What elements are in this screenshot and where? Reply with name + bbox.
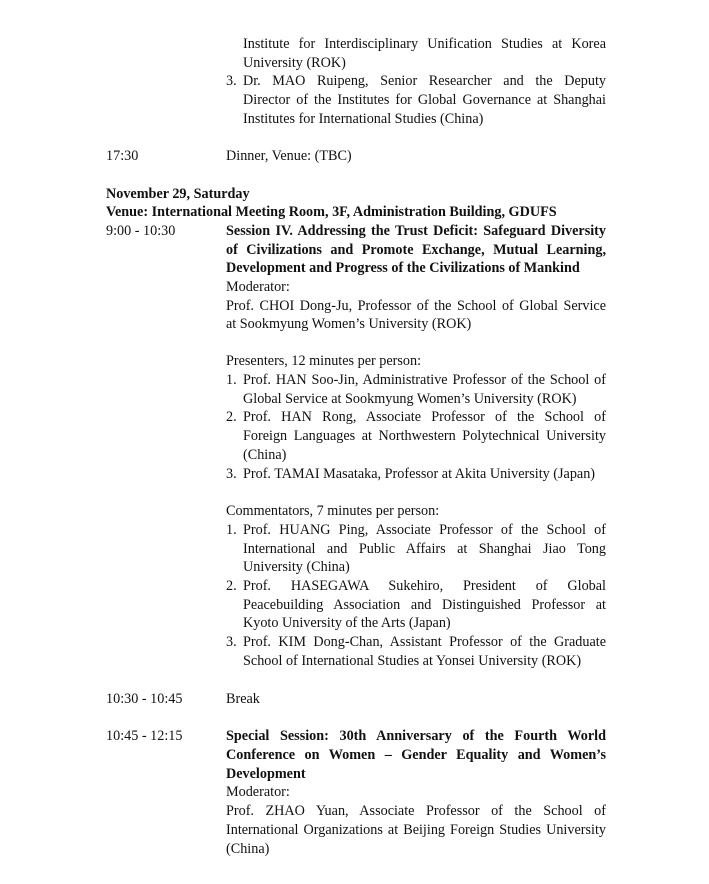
list-item-text: Prof. HAN Soo-Jin, Administrative Professor of the School of <box>243 372 606 388</box>
moderator-text: International Organizations at Beijing Foreign Studies University <box>226 822 606 838</box>
list-item-text: Prof. HAN Rong, Associate Professor of the School of <box>243 409 606 425</box>
schedule-time: 10:45 - 12:15 <box>106 728 183 744</box>
list-item-text: (China) <box>243 447 287 463</box>
moderator-text: Prof. ZHAO Yuan, Associate Professor of the School of <box>226 803 606 819</box>
list-item-text: Foreign Languages at Northwestern Polytechnical University <box>243 428 606 444</box>
list-number: 2. <box>226 409 237 425</box>
schedule-text: Dinner, Venue: (TBC) <box>226 148 352 164</box>
list-number: 1. <box>226 372 237 388</box>
moderator-text: (China) <box>226 841 270 857</box>
schedule-time: 9:00 - 10:30 <box>106 223 176 239</box>
list-item-text: Peacebuilding Association and Distinguished Professor at <box>243 597 606 613</box>
moderator-text: Prof. CHOI Dong-Ju, Professor of the School of Global Service <box>226 298 606 314</box>
list-number: 3. <box>226 73 237 89</box>
list-number: 3. <box>226 634 237 650</box>
schedule-text: Break <box>226 691 260 707</box>
venue-heading: Venue: International Meeting Room, 3F, Administration Building, GDUFS <box>106 204 557 220</box>
list-item-text: Institute for Interdisciplinary Unification Studies at Korea <box>243 36 606 52</box>
list-item-text: School of International Studies at Yonsei University (ROK) <box>243 653 582 669</box>
list-number: 2. <box>226 578 237 594</box>
moderator-text: at Sookmyung Women’s University (ROK) <box>226 316 472 332</box>
schedule-time: 17:30 <box>106 148 139 164</box>
list-number: 1. <box>226 522 237 538</box>
list-item-text: Prof. HUANG Ping, Associate Professor of the School of <box>243 522 606 538</box>
list-item-text: Director of the Institutes for Global Governance at Shanghai <box>243 92 606 108</box>
list-item-text: Prof. TAMAI Masataka, Professor at Akita University (Japan) <box>243 466 596 482</box>
session-title: Development and Progress of the Civilizations of Mankind <box>226 260 580 276</box>
list-item-text: Dr. MAO Ruipeng, Senior Researcher and the Deputy <box>243 73 606 89</box>
session-title: of Civilizations and Promote Exchange, Mutual Learning, <box>226 242 606 258</box>
list-item-text: Kyoto University of the Arts (Japan) <box>243 615 451 631</box>
list-item-text: Prof. KIM Dong-Chan, Assistant Professor of the Graduate <box>243 634 606 650</box>
moderator-label: Moderator: <box>226 784 290 800</box>
presenters-label: Presenters, 12 minutes per person: <box>226 353 422 369</box>
list-item-text: Institutes for International Studies (China) <box>243 111 484 127</box>
session-title: Special Session: 30th Anniversary of the Fourth World <box>226 728 606 744</box>
session-title: Session IV. Addressing the Trust Deficit: Safeguard Diversity <box>226 223 606 239</box>
list-number: 3. <box>226 466 237 482</box>
commentators-label: Commentators, 7 minutes per person: <box>226 503 440 519</box>
list-item-text: University (China) <box>243 559 350 575</box>
list-item-text: Global Service at Sookmyung Women’s University (ROK) <box>243 391 577 407</box>
day-heading: November 29, Saturday <box>106 186 250 202</box>
list-item-text: Prof. HASEGAWA Sukehiro, President of Global <box>243 578 606 594</box>
session-title: Conference on Women – Gender Equality and Women’s <box>226 747 606 763</box>
schedule-time: 10:30 - 10:45 <box>106 691 183 707</box>
list-item-text: University (ROK) <box>243 55 346 71</box>
list-item-text: International and Public Affairs at Shanghai Jiao Tong <box>243 541 606 557</box>
moderator-label: Moderator: <box>226 279 290 295</box>
session-title: Development <box>226 766 306 782</box>
